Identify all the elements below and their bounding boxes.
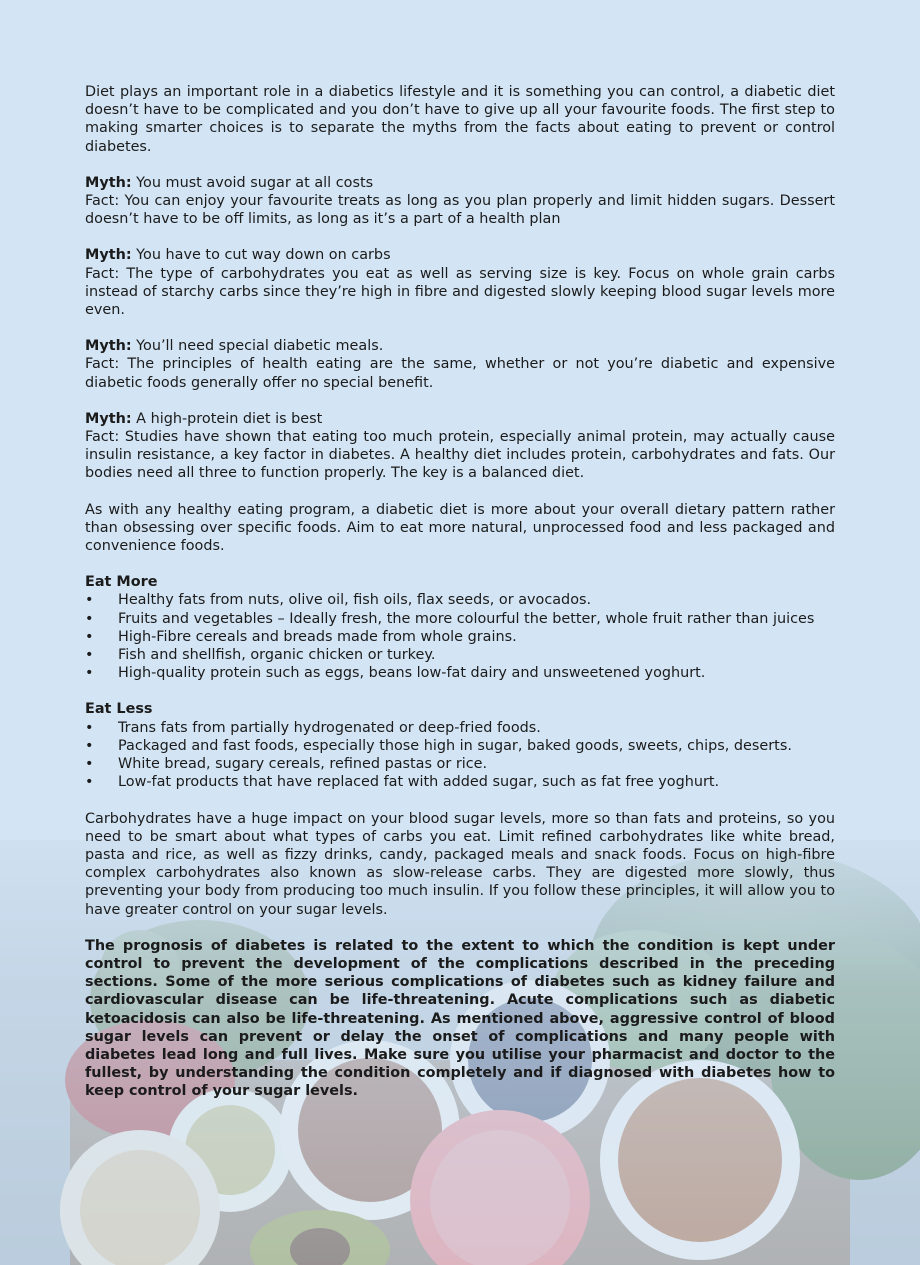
eat-less-section [85, 700, 835, 791]
carbohydrates-paragraph: Carbohydrates have a huge impact on your blood sugar levels, more so than fats and proteins, so you need to be smart about what types of carbs you eat. Limit refined carbohydrates like white bread, pasta and rice, as well as fizzy drinks, candy, packaged meals and snack foods. Focus on high-fibre complex carbohydrates also known as slow-release carbs. They are digested more slowly, thus preventing your body from producing too much insulin. If you follow these principles, it will allow you to have greater control on your sugar levels. [85, 810, 835, 918]
myth-label: Myth: [85, 247, 132, 264]
bullet-icon: • [85, 774, 94, 791]
list-item: • Packaged and fast foods, especially those high in sugar, baked goods, sweets, chips, deserts. [85, 737, 792, 754]
bullet-icon: • [85, 610, 94, 627]
myth-fact-block [85, 246, 835, 319]
myth-fact-block [85, 337, 835, 392]
list-item: • Fish and shellfish, organic chicken or turkey. [85, 647, 436, 664]
list-item: • White bread, sugary cereals, refined pastas or rice. [85, 756, 488, 773]
myth-fact-block [85, 410, 835, 483]
overall-pattern-paragraph: As with any healthy eating program, a diabetic diet is more about your overall dietary pattern rather than obsessing over specific foods. Aim to eat more natural, unprocessed food and less packaged and convenience foods. [85, 501, 835, 555]
myth-label: Myth: [85, 174, 132, 191]
list-item: • Trans fats from partially hydrogenated or deep-fried foods. [85, 719, 541, 736]
bullet-icon: • [85, 756, 94, 773]
bullet-icon: • [85, 719, 94, 736]
myth-label: Myth: [85, 338, 132, 355]
intro-paragraph: Diet plays an important role in a diabetics lifestyle and it is something you can control, a diabetic diet doesn’t have to be complicated and you don’t have to give up all your favourite foods. The first step to making smarter choices is to separate the myths from the facts about eating to prevent or control diabetes. [85, 84, 835, 155]
bullet-icon: • [85, 592, 94, 609]
eat-less-list [85, 719, 835, 792]
fact-statement: Fact: The type of carbohydrates you eat as well as serving size is key. Focus on whole grain carbs instead of starchy carbs since they’re high in fibre and digested slowly keeping blood sugar levels more even. [85, 265, 835, 319]
eat-less-heading: Eat Less [85, 701, 153, 718]
eat-more-section [85, 573, 835, 682]
list-item: • Low-fat products that have replaced fat with added sugar, such as fat free yoghurt. [85, 774, 720, 791]
bullet-icon: • [85, 628, 94, 645]
myth-label: Myth: [85, 410, 132, 427]
myth-statement: You’ll need special diabetic meals. [136, 338, 384, 355]
myth-statement: You must avoid sugar at all costs [136, 174, 374, 191]
fact-statement: Fact: The principles of health eating are the same, whether or not you’re diabetic and expensive diabetic foods generally offer no special benefit. [85, 356, 835, 391]
myth-statement: A high-protein diet is best [136, 410, 323, 427]
bullet-icon: • [85, 665, 94, 682]
bullet-icon: • [85, 647, 94, 664]
eat-more-list [85, 591, 835, 682]
article-body [85, 83, 835, 1101]
fact-statement: Fact: You can enjoy your favourite treats as long as you plan properly and limit hidden sugars. Dessert doesn’t have to be off limits, as long as it’s a part of a health plan [85, 193, 835, 228]
fact-statement: Fact: Studies have shown that eating too much protein, especially animal protein, may actually cause insulin resistance, a key factor in diabetes. A healthy diet includes protein, carbohydrates and fats. Our bodies need all three to function properly. The key is a balanced diet. [85, 429, 835, 482]
list-item: • High-quality protein such as eggs, beans low-fat dairy and unsweetened yoghurt. [85, 665, 706, 682]
bullet-icon: • [85, 737, 94, 754]
list-item: • High-Fibre cereals and breads made from whole grains. [85, 628, 517, 645]
list-item: • Fruits and vegetables – Ideally fresh, the more colourful the better, whole fruit rather than juices [85, 610, 815, 627]
myth-statement: You have to cut way down on carbs [136, 247, 391, 264]
prognosis-paragraph: The prognosis of diabetes is related to the extent to which the condition is kept under control to prevent the development of the complications described in the preceding sections. Some of the more serious complications of diabetes such as kidney failure and cardiovascular disease can be life-threatening. Acute complications such as diabetic ketoacidosis can also be life-threatening. As mentioned above, aggressive control of blood sugar levels can prevent or delay the onset of complications and many people with diabetes lead long and full lives. Make sure you utilise your pharmacist and doctor to the fullest, by understanding the condition completely and if diagnosed with diabetes how to keep control of your sugar levels. [85, 937, 835, 1100]
eat-more-heading: Eat More [85, 574, 158, 591]
myth-fact-block [85, 174, 835, 229]
list-item: • Healthy fats from nuts, olive oil, fish oils, flax seeds, or avocados. [85, 592, 592, 609]
